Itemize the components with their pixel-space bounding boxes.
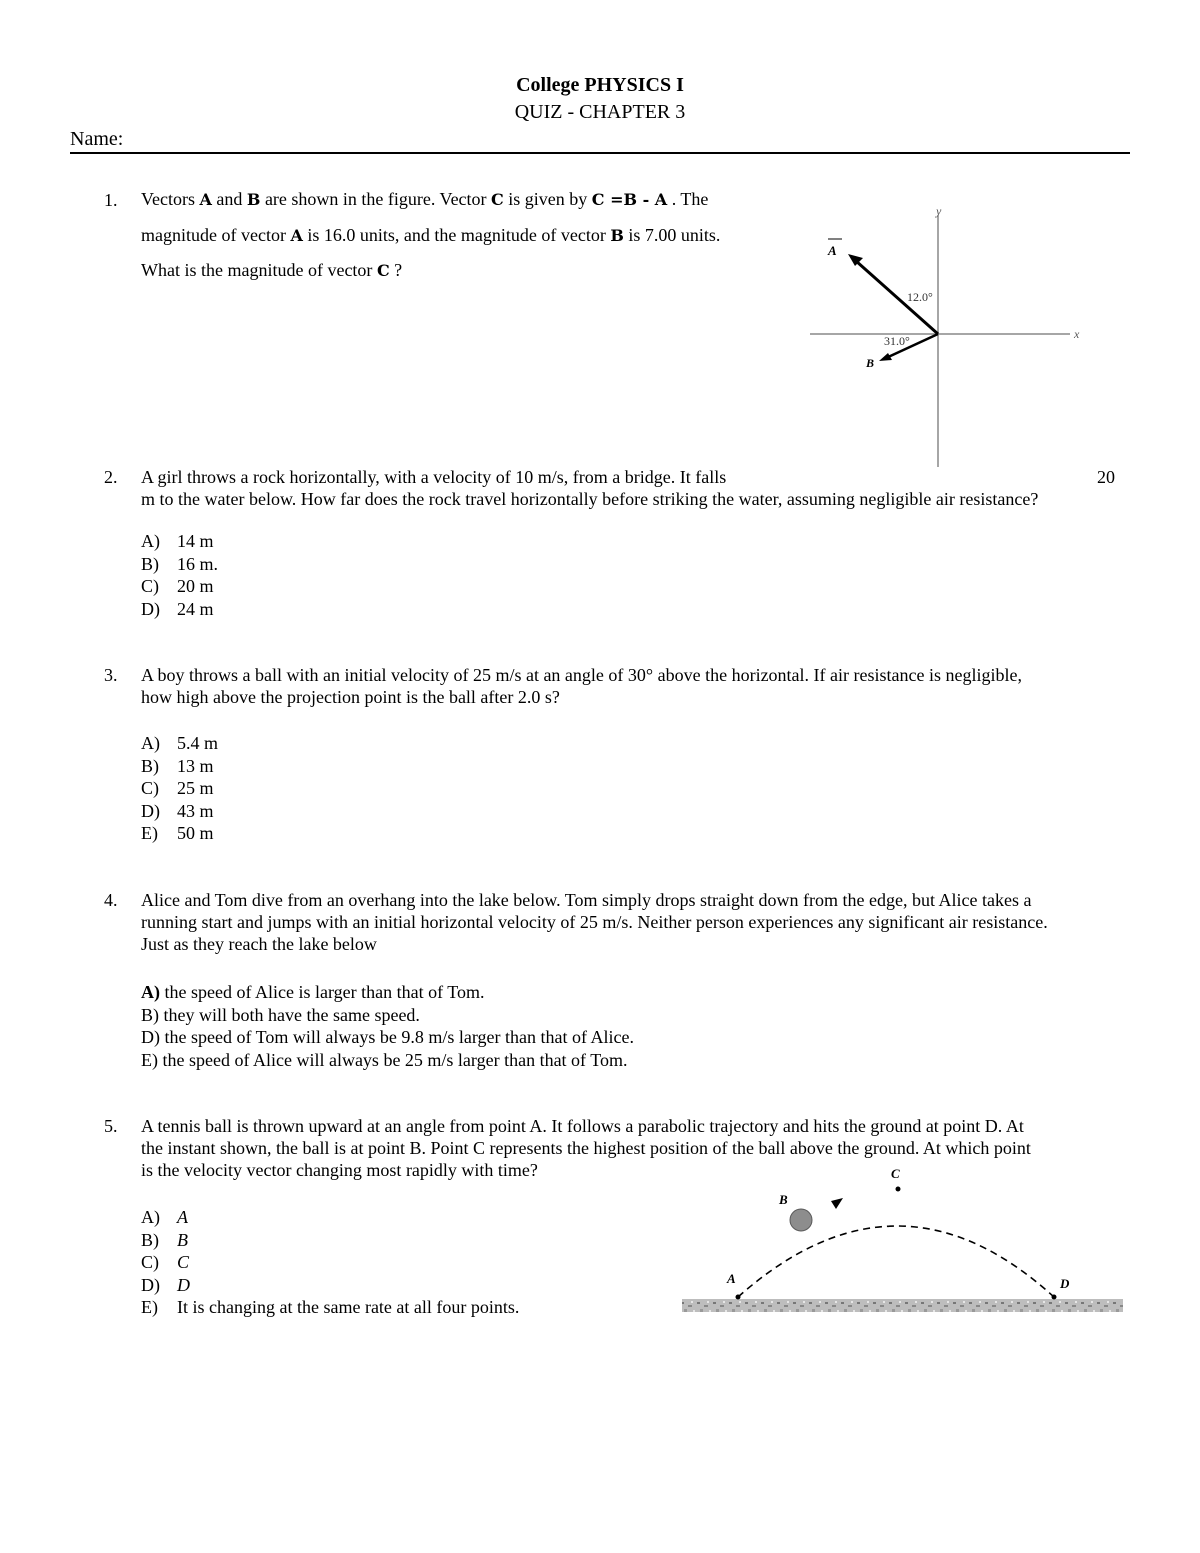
option-label: D) — [141, 1274, 160, 1295]
vector-b-arrowhead — [879, 353, 892, 361]
q5-option-b[interactable] — [141, 1229, 519, 1252]
vector-equation: C =B - A — [591, 190, 668, 209]
q1-text-part: Vectors — [141, 189, 200, 209]
option-label: E) — [141, 1049, 158, 1070]
trajectory-path — [738, 1226, 1054, 1297]
q2-option-c[interactable] — [141, 575, 218, 598]
q4-option-d[interactable] — [141, 1026, 634, 1049]
option-text: 43 m — [177, 800, 214, 821]
option-text: they will both have the same speed. — [159, 1004, 420, 1025]
q3-option-b[interactable] — [141, 755, 218, 778]
course-title: College PHYSICS I — [516, 74, 684, 96]
option-label: C) — [141, 576, 159, 596]
q5-options — [141, 1206, 519, 1319]
q4-line-1: Alice and Tom dive from an overhang into the lake below. Tom simply drops straight down from the edge, but Alice takes a — [141, 890, 1032, 910]
q2-option-d[interactable] — [141, 598, 218, 621]
vector-a-label: A — [828, 243, 837, 258]
option-text: C — [177, 1252, 190, 1272]
q5-line-3: is the velocity vector changing most rapidly with time? — [141, 1160, 538, 1180]
option-text: A — [177, 1207, 188, 1227]
point-b-label: B — [779, 1192, 788, 1207]
q5-option-c[interactable] — [141, 1251, 519, 1274]
option-label: D) — [141, 1027, 160, 1047]
q2-number: 2. — [104, 467, 118, 487]
q2-option-a[interactable] — [141, 530, 218, 553]
q5-option-d[interactable] — [141, 1274, 519, 1297]
q1-text — [141, 188, 791, 283]
q2-line-1: A girl throws a rock horizontally, with a velocity of 10 m/s, from a bridge. It falls — [141, 467, 727, 487]
q4-option-e[interactable] — [141, 1049, 634, 1072]
q3-number: 3. — [104, 665, 118, 685]
option-text: 25 m — [177, 778, 214, 798]
q1-number: 1. — [104, 190, 118, 210]
option-label: D) — [141, 598, 160, 619]
vector-c-symbol: C — [491, 190, 504, 209]
option-text: the speed of Tom will always be 9.8 m/s larger than that of Alice. — [160, 1027, 634, 1047]
option-text: 14 m — [177, 531, 214, 551]
vector-b-label: B — [866, 356, 875, 370]
option-text: 5.4 m — [177, 733, 219, 753]
angle-a-label: 12.0° — [907, 290, 933, 304]
option-text: 20 m — [177, 576, 214, 596]
x-axis-label: x — [1074, 327, 1080, 341]
q1-text-part: is given by — [503, 189, 592, 209]
option-label: B) — [141, 1004, 159, 1025]
option-label: C) — [141, 778, 159, 798]
option-text: 50 m — [177, 823, 214, 843]
q5-line-2: the instant shown, the ball is at point B. Point C represents the highest position of the ball above the ground. At which point — [141, 1138, 1031, 1158]
q5-option-a[interactable] — [141, 1206, 519, 1229]
q1-text-part: magnitude of vector — [141, 224, 291, 245]
q2-options — [141, 530, 218, 620]
q1-text-part: ? — [389, 260, 403, 280]
point-c-marker — [896, 1187, 901, 1192]
option-text: 16 m. — [177, 553, 219, 574]
q4-line-3: Just as they reach the lake below — [141, 934, 377, 954]
ground — [682, 1299, 1123, 1312]
option-label: E) — [141, 1297, 158, 1317]
name-label: Name: — [70, 128, 124, 150]
option-text: D — [177, 1274, 190, 1295]
option-label: B) — [141, 553, 159, 574]
option-label: A) — [141, 531, 160, 551]
tennis-ball — [790, 1209, 812, 1231]
option-text: 13 m — [177, 755, 214, 776]
q5-number: 5. — [104, 1116, 118, 1136]
angle-b-label: 31.0° — [884, 334, 910, 348]
q2-line-1-end: 20 — [1097, 467, 1115, 487]
q5-option-e[interactable] — [141, 1296, 519, 1319]
q3-line-2: how high above the projection point is the ball after 2.0 s? — [141, 687, 560, 707]
q1-text-part: is 7.00 units. — [623, 224, 721, 245]
vector-b-symbol: B — [246, 190, 261, 209]
option-label: D) — [141, 800, 160, 821]
option-label: A) — [141, 1207, 160, 1227]
option-text: the speed of Alice will always be 25 m/s larger than that of Tom. — [158, 1049, 628, 1070]
q2-option-b[interactable] — [141, 553, 218, 576]
option-text: 24 m — [177, 598, 214, 619]
q3-option-e[interactable] — [141, 822, 218, 845]
q4-number: 4. — [104, 890, 118, 910]
vector-b-symbol: B — [610, 225, 624, 245]
q1-line-3 — [141, 259, 791, 283]
vector-c-symbol: C — [376, 261, 390, 280]
point-a-marker — [736, 1295, 741, 1300]
q3-line-1: A boy throws a ball with an initial velocity of 25 m/s at an angle of 30° above the horizontal. If air resistance is negligible, — [141, 665, 1022, 685]
q4-option-b[interactable] — [141, 1004, 634, 1027]
vector-a-symbol: A — [199, 190, 212, 209]
option-text: the speed of Alice is larger than that of Tom. — [160, 982, 485, 1002]
q1-text-part: . The — [667, 189, 709, 209]
option-label: C) — [141, 1252, 159, 1272]
y-axis-label: y — [936, 204, 942, 218]
option-label: A) — [141, 733, 160, 753]
point-c-label: C — [891, 1166, 900, 1181]
q4-options — [141, 981, 634, 1071]
vector-figure — [800, 195, 1100, 475]
q4-option-a[interactable] — [141, 981, 634, 1004]
q3-options — [141, 732, 218, 845]
q5-line-1: A tennis ball is thrown upward at an angle from point A. It follows a parabolic trajectory and hits the ground at point D. At — [141, 1116, 1024, 1136]
point-d-marker — [1052, 1295, 1057, 1300]
q3-option-a[interactable] — [141, 732, 218, 755]
q4-line-2: running start and jumps with an initial horizontal velocity of 25 m/s. Neither person experiences any significant air resistance. — [141, 912, 1048, 932]
point-a-label: A — [727, 1271, 736, 1286]
q1-text-part: What is the magnitude of vector — [141, 260, 377, 280]
q1-text-part: and — [211, 189, 247, 209]
trajectory-figure — [680, 1160, 1125, 1318]
option-label: B) — [141, 1229, 159, 1250]
option-label: B) — [141, 755, 159, 776]
option-text: It is changing at the same rate at all four points. — [177, 1297, 520, 1317]
quiz-title: QUIZ - CHAPTER 3 — [514, 101, 686, 123]
q3-option-c[interactable] — [141, 777, 218, 800]
vector-a-symbol: A — [290, 225, 303, 245]
q1-text-part: are shown in the figure. Vector — [260, 189, 492, 209]
velocity-arrowhead — [831, 1198, 843, 1209]
q2-line-2: m to the water below. How far does the rock travel horizontally before striking the water, assuming negligible air resistance? — [141, 489, 1039, 509]
q1-line-1 — [141, 188, 791, 212]
q1-text-part: is 16.0 units, and the magnitude of vector — [302, 224, 611, 245]
q3-option-d[interactable] — [141, 800, 218, 823]
option-text: B — [177, 1229, 188, 1250]
q1-line-2 — [141, 224, 791, 248]
header-rule — [70, 152, 1130, 154]
point-d-label: D — [1060, 1276, 1070, 1291]
option-label: A) — [141, 982, 160, 1002]
option-label: E) — [141, 823, 158, 843]
